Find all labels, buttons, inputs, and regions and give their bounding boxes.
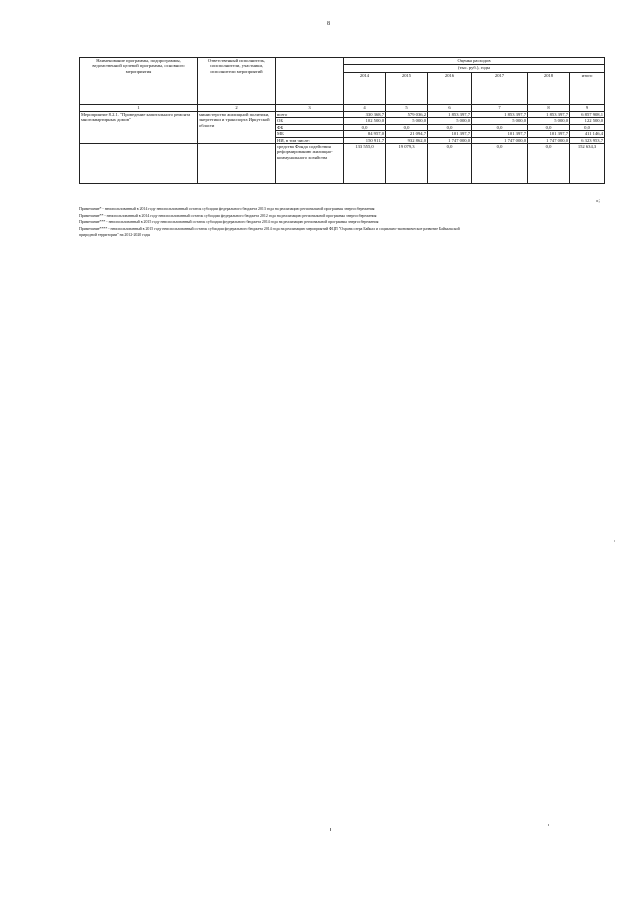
year-header: 2016: [428, 73, 472, 105]
value-cell: 19 079,3: [386, 144, 428, 184]
column-number: 2: [198, 105, 276, 112]
footnote: природной территории" на 2012-2020 годы: [79, 233, 151, 238]
executor-header: Ответственный исполнитель, соисполнители, участники, исполнители мероприятий: [198, 58, 276, 105]
scan-speck: [330, 828, 331, 831]
value-cell: 150 911,7: [344, 137, 386, 143]
year-header: 2018: [528, 73, 570, 105]
value-cell: 1 853 397,7: [428, 112, 472, 118]
value-cell: 1 853 397,7: [528, 112, 570, 118]
value-cell: 0,0: [472, 124, 528, 130]
value-cell: 5 000,0: [528, 118, 570, 124]
value-cell: 0,0: [528, 144, 570, 184]
column-number: 7: [472, 105, 528, 112]
value-cell: 5 000,0: [428, 118, 472, 124]
value-cell: 5 000,0: [472, 118, 528, 124]
funding-source: МБ: [276, 131, 344, 137]
value-cell: 0,0: [428, 144, 472, 184]
footnotes: [79, 206, 609, 239]
funding-source: НИ, в том числе:: [276, 137, 344, 143]
scan-speck: [548, 824, 549, 826]
table-row: [80, 144, 605, 184]
footnote: Примечание** - неиспользованный в 2014 году неиспользованный остаток субсидии федерального бюджета 2012 года на реализацию региональной программы энергосбережения: [79, 213, 377, 218]
value-cell: 21 094,7: [386, 131, 428, 137]
value-cell: 0,0: [386, 124, 428, 130]
estimate-header: Оценка расходов: [344, 58, 605, 65]
value-cell: 0,0: [344, 124, 386, 130]
funding-source: ФБ: [276, 124, 344, 130]
total-header: итого: [570, 73, 605, 105]
value-cell: 411 146,4: [570, 131, 605, 137]
value-cell: 1 853 397,7: [472, 112, 528, 118]
column-number: 1: [80, 105, 198, 112]
value-cell: 101 397,7: [472, 131, 528, 137]
value-cell: 330 368,7: [344, 112, 386, 118]
value-cell: 5 000,0: [386, 118, 428, 124]
value-cell: 1 747 000,0: [528, 137, 570, 143]
value-cell: 6 323 953,7: [570, 137, 605, 143]
source-header: [276, 58, 344, 105]
value-cell: 101 397,7: [528, 131, 570, 137]
value-cell: 102 500,0: [344, 118, 386, 124]
budget-table: [79, 57, 605, 184]
value-cell: 1 747 000,0: [472, 137, 528, 143]
year-header: 2017: [472, 73, 528, 105]
value-cell: 0,0: [570, 124, 605, 130]
program-name: Мероприятие 8.2.1. "Проведение капитального ремонта многоквартирных домов": [80, 112, 198, 144]
corner-mark: »;: [596, 199, 600, 204]
units-header: (тыс. руб.), годы: [344, 65, 605, 73]
value-cell: 152 634,3: [570, 144, 605, 184]
value-cell: 0,0: [428, 124, 472, 130]
value-cell: 133 555,0: [344, 144, 386, 184]
funding-source: всего: [276, 112, 344, 118]
value-cell: 0,0: [472, 144, 528, 184]
value-cell: 101 397,7: [428, 131, 472, 137]
column-number: 4: [344, 105, 386, 112]
value-cell: 1 747 000,0: [428, 137, 472, 143]
value-cell: 932 862,0: [386, 137, 428, 143]
column-number: 8: [528, 105, 570, 112]
program-header: Наименование программы, подпрограммы, ведомственной целевой программы, основного мероприятия: [80, 58, 198, 105]
footnote: Примечание**** - неиспользованный в 2015 году неиспользованный остаток субсидии федерального бюджета 2014 года на реализацию мероприятий ФЦП "Охрана озера Байкал и социально-экономическое развитие Байкальской: [79, 226, 460, 231]
column-number: 3: [276, 105, 344, 112]
column-number: 9: [570, 105, 605, 112]
year-header: 2015: [386, 73, 428, 105]
funding-source: ОБ: [276, 118, 344, 124]
value-cell: 122 500,0: [570, 118, 605, 124]
funding-source: средства Фонда содействия реформированию жилищно-коммунального хозяйства: [276, 144, 344, 184]
footnote: Примечание*** - неиспользованный в 2015 году неиспользованный остаток субсидии федерального бюджета 2014 года на реализацию региональной программы энергосбережения: [79, 220, 379, 225]
value-cell: 0,0: [528, 124, 570, 130]
value-cell: 579 036,2: [386, 112, 428, 118]
column-number: 6: [428, 105, 472, 112]
year-header: 2014: [344, 73, 386, 105]
page-number: 8: [327, 21, 330, 27]
column-number: 5: [386, 105, 428, 112]
value-cell: 84 957,0: [344, 131, 386, 137]
value-cell: 6 857 908,1: [570, 112, 605, 118]
footnote: Примечание* - неиспользованный в 2014 году неиспользованный остаток субсидии федерального бюджета 2013 года на реализацию региональной программы энергосбережения: [79, 207, 375, 211]
executor-name: министерство жилищной политики, энергетики и транспорта Иркутской области: [198, 112, 276, 144]
scan-speck: [614, 540, 615, 542]
